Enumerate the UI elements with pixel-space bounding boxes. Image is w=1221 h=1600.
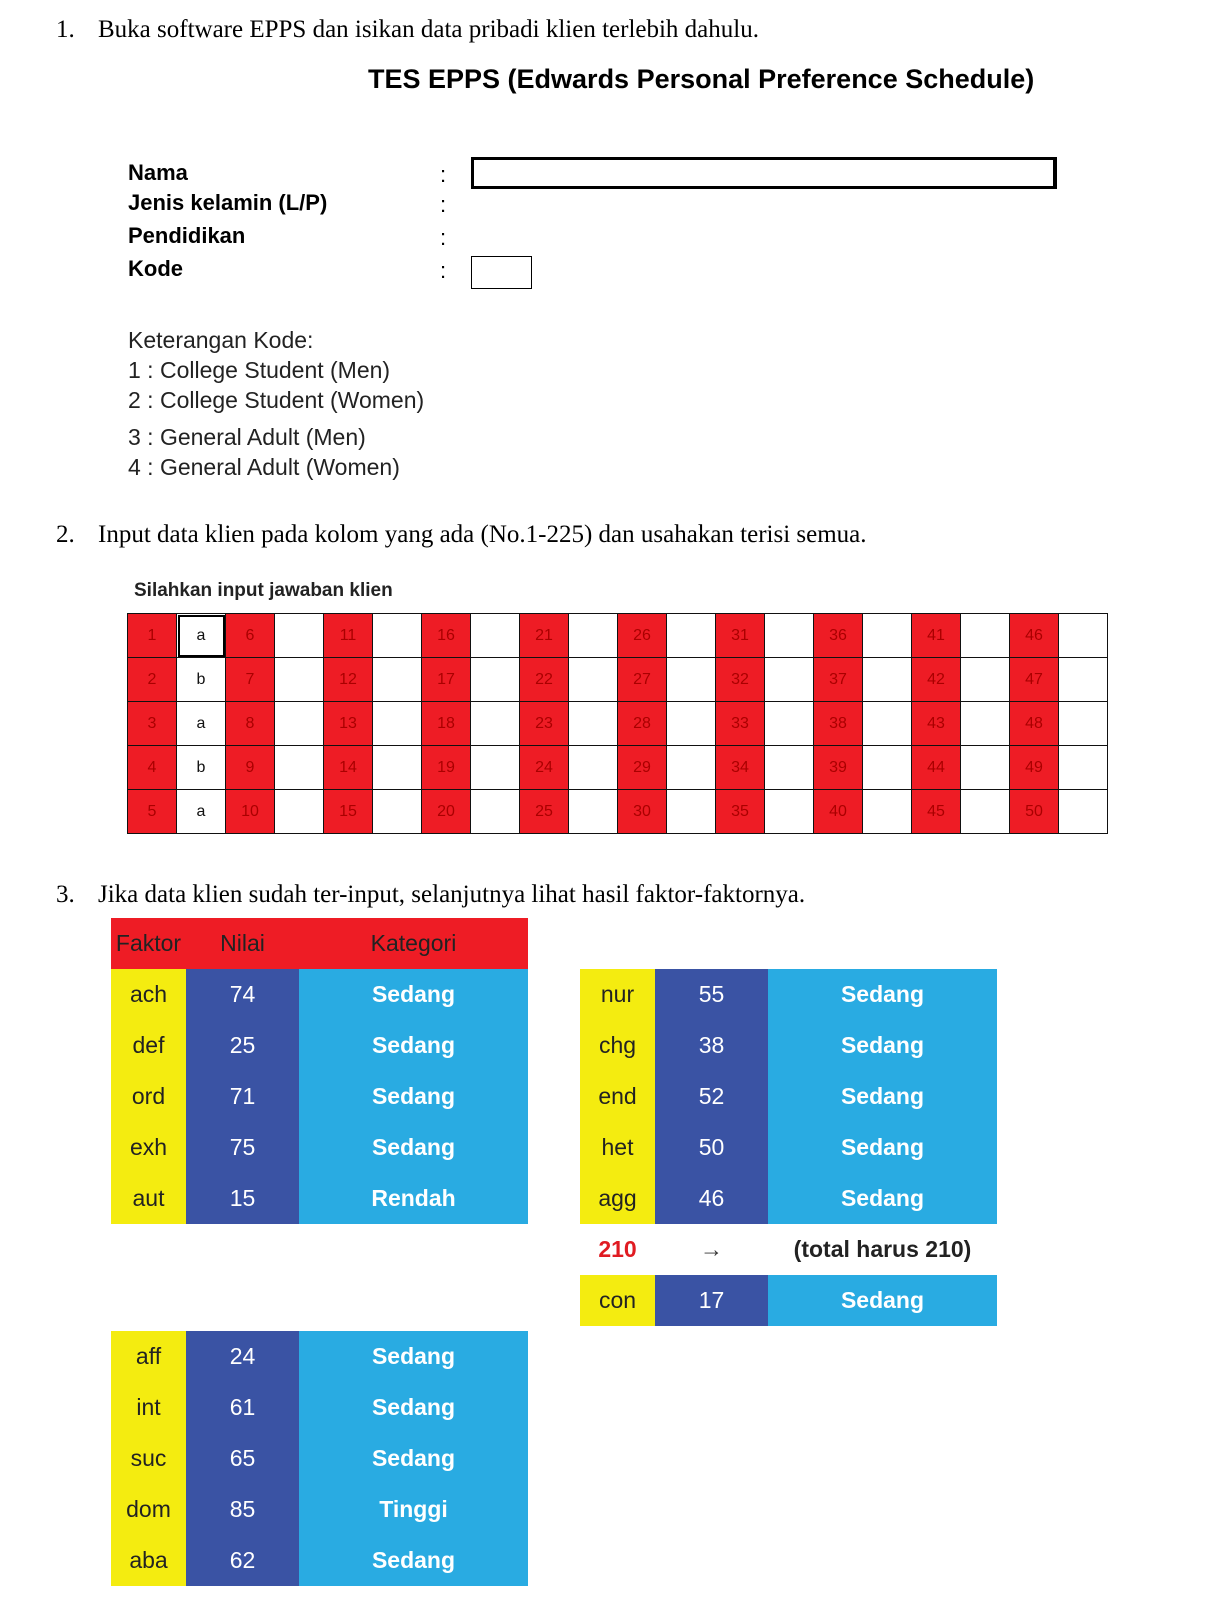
grid-row: [128, 790, 1108, 834]
answer-cell[interactable]: [373, 658, 422, 702]
step-number: 2.: [56, 521, 75, 548]
answer-cell[interactable]: [863, 746, 912, 790]
answer-cell[interactable]: [765, 746, 814, 790]
factor-category: Sedang: [299, 1535, 528, 1586]
factor-value: 62: [186, 1535, 299, 1586]
question-number: 31: [716, 614, 765, 658]
colon: :: [440, 258, 447, 283]
step-2: [56, 521, 867, 549]
question-number: 3: [128, 702, 177, 746]
factor-code: ord: [111, 1071, 186, 1122]
step-number: 1.: [56, 16, 75, 43]
answer-cell[interactable]: [471, 614, 520, 658]
answer-cell[interactable]: [765, 702, 814, 746]
factor-category: Rendah: [299, 1173, 528, 1224]
answer-cell[interactable]: [275, 614, 324, 658]
answer-input-grid: [127, 613, 1108, 834]
factor-category: Sedang: [299, 1071, 528, 1122]
answer-cell[interactable]: [667, 614, 716, 658]
question-number: 43: [912, 702, 961, 746]
factor-code: int: [111, 1382, 186, 1433]
factor-category: Sedang: [299, 1020, 528, 1071]
answer-cell[interactable]: [1059, 614, 1108, 658]
answer-cell[interactable]: [275, 658, 324, 702]
question-number: 5: [128, 790, 177, 834]
step-number: 3.: [56, 881, 75, 908]
question-number: 9: [226, 746, 275, 790]
arrow-icon: →: [655, 1224, 768, 1275]
answer-cell[interactable]: [471, 790, 520, 834]
question-number: 48: [1010, 702, 1059, 746]
question-number: 7: [226, 658, 275, 702]
answer-cell[interactable]: [667, 790, 716, 834]
question-number: 25: [520, 790, 569, 834]
answer-cell[interactable]: [373, 614, 422, 658]
answer-cell[interactable]: [569, 614, 618, 658]
total-value: 210: [580, 1224, 655, 1275]
kode-item: 2 : College Student (Women): [128, 387, 425, 413]
question-number: 47: [1010, 658, 1059, 702]
answer-cell[interactable]: [667, 658, 716, 702]
factor-category: Tinggi: [299, 1484, 528, 1535]
step-text: Jika data klien sudah ter-input, selanjutnya lihat hasil faktor-faktornya.: [98, 881, 806, 908]
factor-value: 74: [186, 969, 299, 1020]
header-kategori: Kategori: [299, 918, 528, 969]
question-number: 4: [128, 746, 177, 790]
factor-value: 46: [655, 1173, 768, 1224]
kode-heading: Keterangan Kode:: [128, 327, 314, 353]
total-note: (total harus 210): [768, 1224, 997, 1275]
factor-code: agg: [580, 1173, 655, 1224]
result-row-suc: [111, 1433, 528, 1484]
question-number: 18: [422, 702, 471, 746]
factor-category: Sedang: [768, 1071, 997, 1122]
result-row-chg: [580, 1020, 997, 1071]
question-number: 41: [912, 614, 961, 658]
field-label-kode: Kode: [128, 256, 183, 281]
question-number: 32: [716, 658, 765, 702]
result-row-int: [111, 1382, 528, 1433]
kode-item: 4 : General Adult (Women): [128, 454, 400, 480]
grid-row: [128, 702, 1108, 746]
question-number: 26: [618, 614, 667, 658]
factor-value: 55: [655, 969, 768, 1020]
question-number: 13: [324, 702, 373, 746]
question-number: 14: [324, 746, 373, 790]
kode-input[interactable]: [471, 256, 532, 289]
answer-cell[interactable]: [471, 746, 520, 790]
factor-code: end: [580, 1071, 655, 1122]
kode-item: 3 : General Adult (Men): [128, 424, 366, 450]
question-number: 30: [618, 790, 667, 834]
question-number: 6: [226, 614, 275, 658]
question-number: 21: [520, 614, 569, 658]
answer-cell[interactable]: [1059, 702, 1108, 746]
question-number: 38: [814, 702, 863, 746]
question-number: 36: [814, 614, 863, 658]
answer-cell[interactable]: b: [177, 658, 226, 702]
question-number: 29: [618, 746, 667, 790]
result-row-exh: [111, 1122, 528, 1173]
answer-cell[interactable]: [863, 658, 912, 702]
answer-cell[interactable]: [373, 746, 422, 790]
factor-category: Sedang: [299, 1382, 528, 1433]
answer-cell[interactable]: a: [177, 790, 226, 834]
question-number: 27: [618, 658, 667, 702]
factor-category: Sedang: [299, 969, 528, 1020]
answer-cell[interactable]: [1059, 790, 1108, 834]
factor-code: suc: [111, 1433, 186, 1484]
factor-category: Sedang: [768, 1275, 997, 1326]
answer-cell[interactable]: [275, 746, 324, 790]
colon: :: [440, 225, 447, 250]
question-number: 1: [128, 614, 177, 658]
question-number: 34: [716, 746, 765, 790]
factor-category: Sedang: [768, 969, 997, 1020]
question-number: 20: [422, 790, 471, 834]
question-number: 8: [226, 702, 275, 746]
result-row-ach: [111, 969, 528, 1020]
answer-cell[interactable]: [765, 790, 814, 834]
answer-cell[interactable]: [961, 790, 1010, 834]
question-number: 22: [520, 658, 569, 702]
answer-cell[interactable]: [863, 614, 912, 658]
answer-cell[interactable]: [667, 702, 716, 746]
answer-cell[interactable]: [1059, 746, 1108, 790]
header-nilai: Nilai: [186, 918, 299, 969]
answer-cell[interactable]: a: [177, 614, 226, 658]
factor-value: 75: [186, 1122, 299, 1173]
answer-cell[interactable]: [667, 746, 716, 790]
factor-value: 15: [186, 1173, 299, 1224]
factor-code: chg: [580, 1020, 655, 1071]
answer-cell[interactable]: [275, 702, 324, 746]
answer-cell[interactable]: [569, 702, 618, 746]
result-row-het: [580, 1122, 997, 1173]
step-1: [56, 16, 759, 44]
result-row-ord: [111, 1071, 528, 1122]
factor-category: Sedang: [299, 1331, 528, 1382]
factor-category: Sedang: [768, 1020, 997, 1071]
results-table-right: [580, 969, 997, 1326]
factor-value: 24: [186, 1331, 299, 1382]
factor-code: het: [580, 1122, 655, 1173]
factor-value: 38: [655, 1020, 768, 1071]
result-row-dom: [111, 1484, 528, 1535]
grid-row: [128, 614, 1108, 658]
results-table-left-top: [111, 918, 528, 1224]
answer-cell[interactable]: [275, 790, 324, 834]
answer-cell[interactable]: [569, 746, 618, 790]
results-table-left-bottom: [111, 1331, 528, 1586]
factor-code: exh: [111, 1122, 186, 1173]
answer-cell[interactable]: [863, 790, 912, 834]
question-number: 33: [716, 702, 765, 746]
result-row-aut: [111, 1173, 528, 1224]
input-grid-label: Silahkan input jawaban klien: [134, 580, 393, 601]
answer-cell[interactable]: [863, 702, 912, 746]
question-number: 40: [814, 790, 863, 834]
answer-cell[interactable]: [1059, 658, 1108, 702]
factor-value: 50: [655, 1122, 768, 1173]
answer-cell[interactable]: [569, 658, 618, 702]
field-label-nama: Nama: [128, 160, 188, 185]
factor-code: nur: [580, 969, 655, 1020]
question-number: 10: [226, 790, 275, 834]
result-row-agg: [580, 1173, 997, 1224]
factor-code: ach: [111, 969, 186, 1020]
answer-cell[interactable]: [961, 614, 1010, 658]
factor-category: Sedang: [768, 1173, 997, 1224]
question-number: 17: [422, 658, 471, 702]
result-row-nur: [580, 969, 997, 1020]
total-row: [580, 1224, 997, 1275]
factor-category: Sedang: [299, 1433, 528, 1484]
question-number: 35: [716, 790, 765, 834]
step-text: Buka software EPPS dan isikan data pribadi klien terlebih dahulu.: [98, 16, 759, 43]
question-number: 28: [618, 702, 667, 746]
factor-code: con: [580, 1275, 655, 1326]
field-label-pendidikan: Pendidikan: [128, 223, 246, 248]
factor-code: dom: [111, 1484, 186, 1535]
question-number: 12: [324, 658, 373, 702]
factor-value: 52: [655, 1071, 768, 1122]
question-number: 16: [422, 614, 471, 658]
question-number: 42: [912, 658, 961, 702]
header-faktor: Faktor: [111, 918, 186, 969]
question-number: 50: [1010, 790, 1059, 834]
grid-row: [128, 746, 1108, 790]
factor-category: Sedang: [299, 1122, 528, 1173]
results-header-row: [111, 918, 528, 969]
result-row-def: [111, 1020, 528, 1071]
question-number: 23: [520, 702, 569, 746]
factor-code: def: [111, 1020, 186, 1071]
result-row-aff: [111, 1331, 528, 1382]
form-title: TES EPPS (Edwards Personal Preference Schedule): [368, 64, 1035, 94]
question-number: 46: [1010, 614, 1059, 658]
answer-cell[interactable]: [471, 702, 520, 746]
factor-value: 71: [186, 1071, 299, 1122]
colon: :: [440, 192, 447, 217]
question-number: 15: [324, 790, 373, 834]
answer-cell[interactable]: [569, 790, 618, 834]
result-row-con: [580, 1275, 997, 1326]
answer-cell[interactable]: [961, 702, 1010, 746]
step-text: Input data klien pada kolom yang ada (No.1-225) dan usahakan terisi semua.: [98, 521, 867, 548]
factor-value: 85: [186, 1484, 299, 1535]
question-number: 45: [912, 790, 961, 834]
factor-value: 65: [186, 1433, 299, 1484]
question-number: 11: [324, 614, 373, 658]
colon: :: [440, 162, 447, 187]
answer-cell[interactable]: [765, 658, 814, 702]
result-row-end: [580, 1071, 997, 1122]
step-3: [56, 881, 805, 909]
question-number: 19: [422, 746, 471, 790]
factor-value: 61: [186, 1382, 299, 1433]
factor-category: Sedang: [768, 1122, 997, 1173]
answer-cell[interactable]: [373, 702, 422, 746]
grid-row: [128, 658, 1108, 702]
factor-code: aba: [111, 1535, 186, 1586]
factor-code: aff: [111, 1331, 186, 1382]
nama-input[interactable]: [471, 157, 1057, 189]
field-label-jenis-kelamin: Jenis kelamin (L/P): [128, 190, 328, 215]
answer-cell[interactable]: [471, 658, 520, 702]
answer-cell[interactable]: [373, 790, 422, 834]
answer-cell[interactable]: [961, 658, 1010, 702]
factor-value: 25: [186, 1020, 299, 1071]
question-number: 44: [912, 746, 961, 790]
question-number: 49: [1010, 746, 1059, 790]
question-number: 2: [128, 658, 177, 702]
factor-value: 17: [655, 1275, 768, 1326]
answer-cell[interactable]: b: [177, 746, 226, 790]
kode-item: 1 : College Student (Men): [128, 357, 391, 383]
question-number: 37: [814, 658, 863, 702]
answer-cell[interactable]: [961, 746, 1010, 790]
question-number: 39: [814, 746, 863, 790]
answer-cell[interactable]: a: [177, 702, 226, 746]
result-row-aba: [111, 1535, 528, 1586]
factor-code: aut: [111, 1173, 186, 1224]
answer-cell[interactable]: [765, 614, 814, 658]
question-number: 24: [520, 746, 569, 790]
